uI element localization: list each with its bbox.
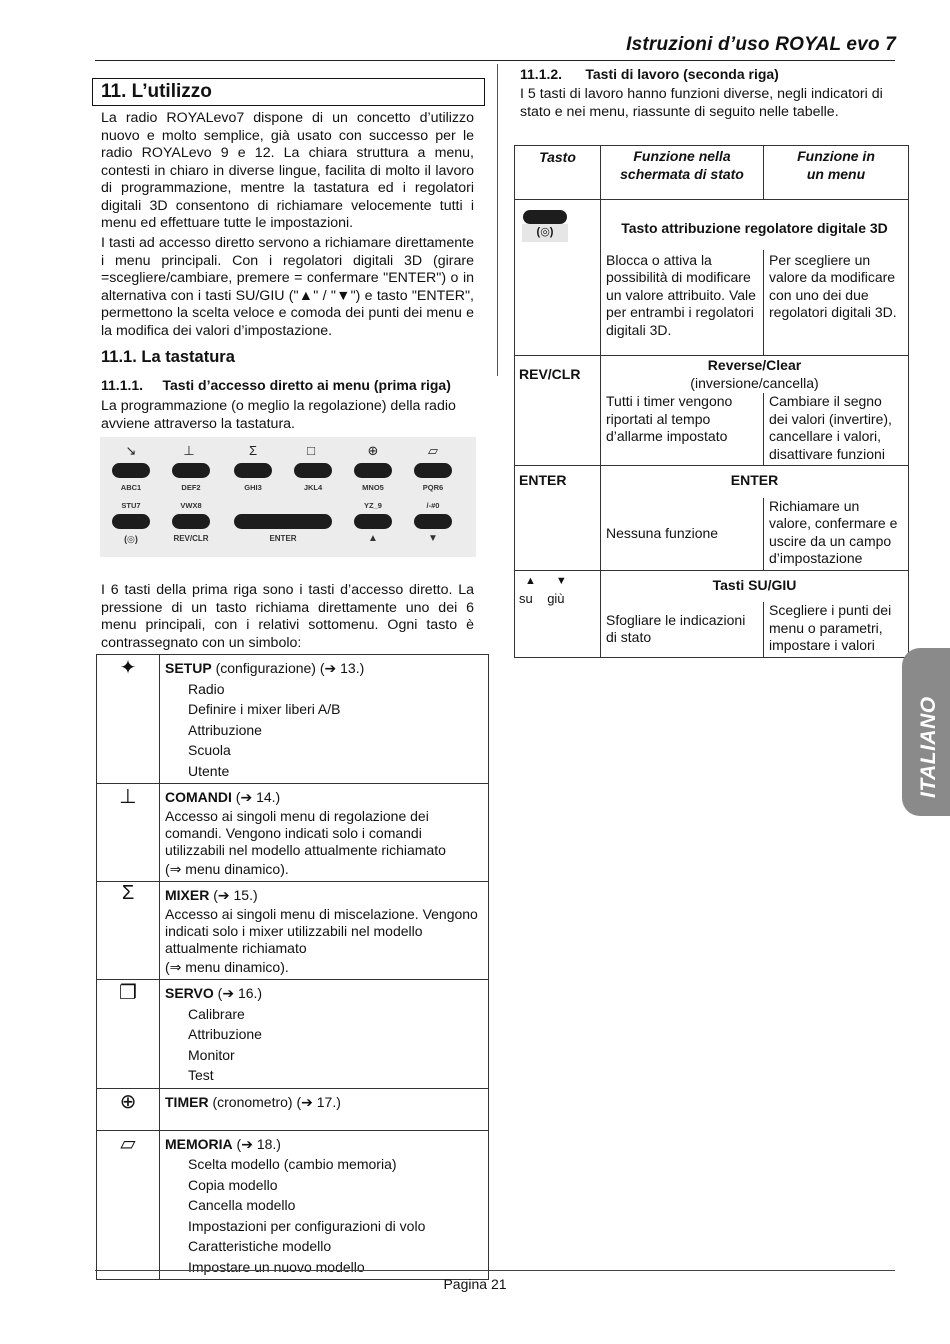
table-row [515, 356, 909, 394]
menu-ref: (cronometro) (➔ 17.) [208, 1093, 341, 1110]
key-label: MNO5 [362, 483, 384, 492]
list-item: Attribuzione [188, 1026, 262, 1042]
menu-ref: (➔ 15.) [209, 887, 258, 903]
sigma-icon: Σ [121, 882, 135, 904]
clock-icon: ⊕ [367, 443, 379, 458]
subsubsection-title: 11.1.1. Tasti d’accesso diretto ai menu (prima riga) [101, 377, 451, 393]
table-row [97, 655, 489, 784]
key-label: PQR6 [422, 483, 444, 492]
menu-function: Richiamare un valore, confermare e uscire da un campo d’impostazione [764, 498, 909, 571]
list-item: Scuola [188, 742, 231, 758]
menu-name: MEMORIA [165, 1135, 233, 1152]
list-item: Attribuzione [188, 721, 262, 738]
down-label: giù [547, 591, 565, 606]
column-divider [497, 64, 498, 376]
row-title: ENTER [601, 466, 909, 498]
menu-ref: (configurazione) (➔ 13.) [211, 660, 365, 676]
menu-function: Scegliere i punti dei menu o parametri, impostare i valori [764, 602, 909, 657]
down-key [414, 514, 452, 529]
menu-name: COMANDI [165, 789, 232, 805]
adjuster-symbol: (◎) [522, 224, 568, 242]
work-keys-table [514, 145, 909, 658]
folder-icon: ▱ [428, 443, 438, 458]
stick-icon: ⊥ [183, 443, 195, 458]
menu-name: SETUP [165, 660, 212, 676]
table-row [97, 784, 489, 882]
key-label: ENTER [269, 534, 297, 543]
work-keys-title: 11.1.2. Tasti di lavoro (seconda riga) [520, 66, 779, 82]
wrench-icon: ✦ [119, 657, 137, 679]
memoria-key [414, 463, 452, 478]
menu-description: Accesso ai singoli menu di miscelazione. Vengono indicati solo i mixer utilizzabili nel modello attualmente richiamato [165, 905, 478, 956]
table-row [97, 1088, 489, 1130]
table-row [515, 570, 909, 602]
column-header: Funzione in un menu [764, 146, 909, 200]
key-label: (◎) [124, 534, 138, 544]
table-row [97, 980, 489, 1089]
keyboard-paragraph: La programmazione (o meglio la regolazione) della radio avviene attraverso la tastatura. [101, 398, 456, 432]
intro-paragraph: La radio ROYALevo7 dispone di un concetto d’utilizzo nuovo e molto semplice, già usato con successo per le radio ROYALevo 9 e 12. La chiara struttura a menu, contesti in chiaro in diverse lingue, facilita di molto il lavoro di programmazione, mentre la tastatura ed i regolatori digitali 3D consentono di richiamare velocemente tutti i menu ed effettuare tutte le impostazioni. [101, 110, 474, 231]
page-header-title: Istruzioni d’uso ROYAL evo 7 [626, 34, 896, 55]
menu-ref: (➔ 18.) [232, 1135, 281, 1152]
servo-key [294, 463, 332, 478]
list-item: Monitor [188, 1046, 235, 1063]
work-keys-paragraph: I 5 tasti di lavoro hanno funzioni diverse, negli indicatori di stato e nei menu, riassunte di seguito nelle tabelle. [520, 86, 883, 120]
wrench-icon: ↘ [125, 443, 137, 458]
status-function: Blocca o attiva la possibilità di modificare un valore attribuito. Vale per entrambi i regolatori digitali 3D. [601, 250, 764, 356]
down-arrow-icon: ▼ [428, 533, 438, 544]
stick-icon: ⊥ [119, 786, 137, 808]
key-name: ENTER [515, 466, 601, 571]
column-header: Tasto [515, 146, 601, 200]
key-label: STU7 [121, 501, 141, 510]
mixer-key [234, 463, 272, 478]
footer-rule [95, 1270, 895, 1271]
list-item: Impostazioni per configurazioni di volo [188, 1217, 426, 1234]
folder-icon: ▱ [120, 1132, 136, 1155]
direct-keys-description: I 6 tasti della prima riga sono i tasti d’accesso diretto. La pressione di un tasto richiama direttamente uno dei 6 menu principali, con i relativi sottomenu. Ogni tasto è contrassegnato con un simbolo: [101, 582, 474, 651]
digital-adjuster-icon [523, 210, 567, 224]
page-number: Pagina 21 [443, 1276, 507, 1292]
key-label: REV/CLR [173, 534, 209, 543]
setup-key [112, 463, 150, 478]
menu-name: TIMER [165, 1093, 209, 1110]
key-name: REV/CLR [515, 356, 601, 466]
up-key [354, 514, 392, 529]
timer-key [354, 463, 392, 478]
rev-clr-key [172, 514, 210, 529]
direct-keys-paragraph: I tasti ad accesso diretto servono a richiamare direttamente i menu principali. Con i regolatori digitali 3D (girare =scegliere/cambiare, premere = confermare "ENTER") o in alternativa con i tasti SU/GIU ("▲" / "▼") e tasto "ENTER", permettono la scelta veloce e comoda dei punti dei menu e la modifica dei valori d’impostazione. [101, 235, 474, 339]
row-title: Tasto attribuzione regolatore digitale 3D [601, 200, 909, 250]
menu-symbol-table [96, 654, 489, 1280]
key-label: DEF2 [181, 483, 201, 492]
header-rule [95, 60, 895, 61]
up-arrow-icon: ▲ [368, 533, 378, 544]
servo-icon: □ [307, 443, 315, 458]
key-label: JKL4 [303, 483, 323, 492]
list-item: Cancella modello [188, 1197, 296, 1213]
key-label: GHI3 [244, 483, 262, 492]
list-item: Utente [188, 762, 230, 779]
status-function: Tutti i timer vengono riportati al tempo d’allarme impostato [601, 393, 764, 466]
menu-ref: (➔ 16.) [213, 985, 263, 1001]
list-item: Radio [188, 680, 225, 697]
language-tab [902, 648, 950, 816]
table-row [515, 466, 909, 498]
servo-icon: ❐ [119, 982, 137, 1004]
table-row [97, 1130, 489, 1280]
menu-name: SERVO [165, 985, 214, 1001]
menu-description: Accesso ai singoli menu di regolazione dei comandi. Vengono indicati solo i comandi utilizzabili nel modello attualmente richiamato [165, 807, 446, 858]
status-function: Nessuna funzione [601, 498, 764, 571]
status-function: Sfogliare le indicazioni di stato [601, 602, 764, 657]
row-subtitle: (inversione/cancella) [690, 374, 819, 391]
digital-adjuster-key [112, 514, 150, 529]
menu-ref: (➔ 14.) [231, 789, 281, 805]
key-label: VWX8 [180, 501, 202, 510]
section-title-box [92, 78, 485, 106]
section-title: 11. L’utilizzo [101, 81, 212, 102]
keypad-image [100, 437, 476, 557]
table-header-row [515, 146, 909, 200]
key-label: /-#0 [426, 501, 440, 510]
list-item: Scelta modello (cambio memoria) [188, 1156, 397, 1172]
list-item: Caratteristiche modello [188, 1238, 332, 1254]
menu-function: Per scegliere un valore da modificare con uno dei due regolatori digitali 3D. [764, 250, 909, 356]
row-title: Tasti SU/GIU [601, 570, 909, 602]
list-item: Impostare un nuovo modello [188, 1258, 365, 1275]
list-item: Copia modello [188, 1176, 278, 1193]
menu-name: MIXER [165, 887, 210, 903]
clock-icon: ⊕ [119, 1090, 137, 1113]
language-tab-label: ITALIANO [917, 696, 940, 798]
menu-note: (⇒ menu dinamico). [165, 860, 289, 877]
row-title: Reverse/Clear [707, 357, 802, 373]
enter-key [234, 514, 332, 529]
up-label: su [519, 591, 533, 606]
key-label: ABC1 [120, 483, 142, 492]
list-item: Calibrare [188, 1005, 245, 1022]
key-label: YZ_9 [364, 501, 382, 510]
column-header: Funzione nella schermata di stato [601, 146, 764, 200]
menu-function: Cambiare il segno dei valori (invertire), cancellare i valori, disattivare funzioni [764, 393, 909, 466]
list-item: Test [188, 1067, 214, 1083]
up-arrow-icon: ▲ [525, 574, 556, 587]
list-item: Definire i mixer liberi A/B [188, 701, 341, 717]
sigma-icon: Σ [248, 443, 258, 458]
table-row [97, 882, 489, 980]
down-arrow-icon: ▼ [555, 574, 587, 587]
subsection-title: 11.1. La tastatura [101, 348, 235, 366]
menu-note: (⇒ menu dinamico). [165, 958, 289, 975]
comandi-key [172, 463, 210, 478]
table-row [515, 200, 909, 250]
